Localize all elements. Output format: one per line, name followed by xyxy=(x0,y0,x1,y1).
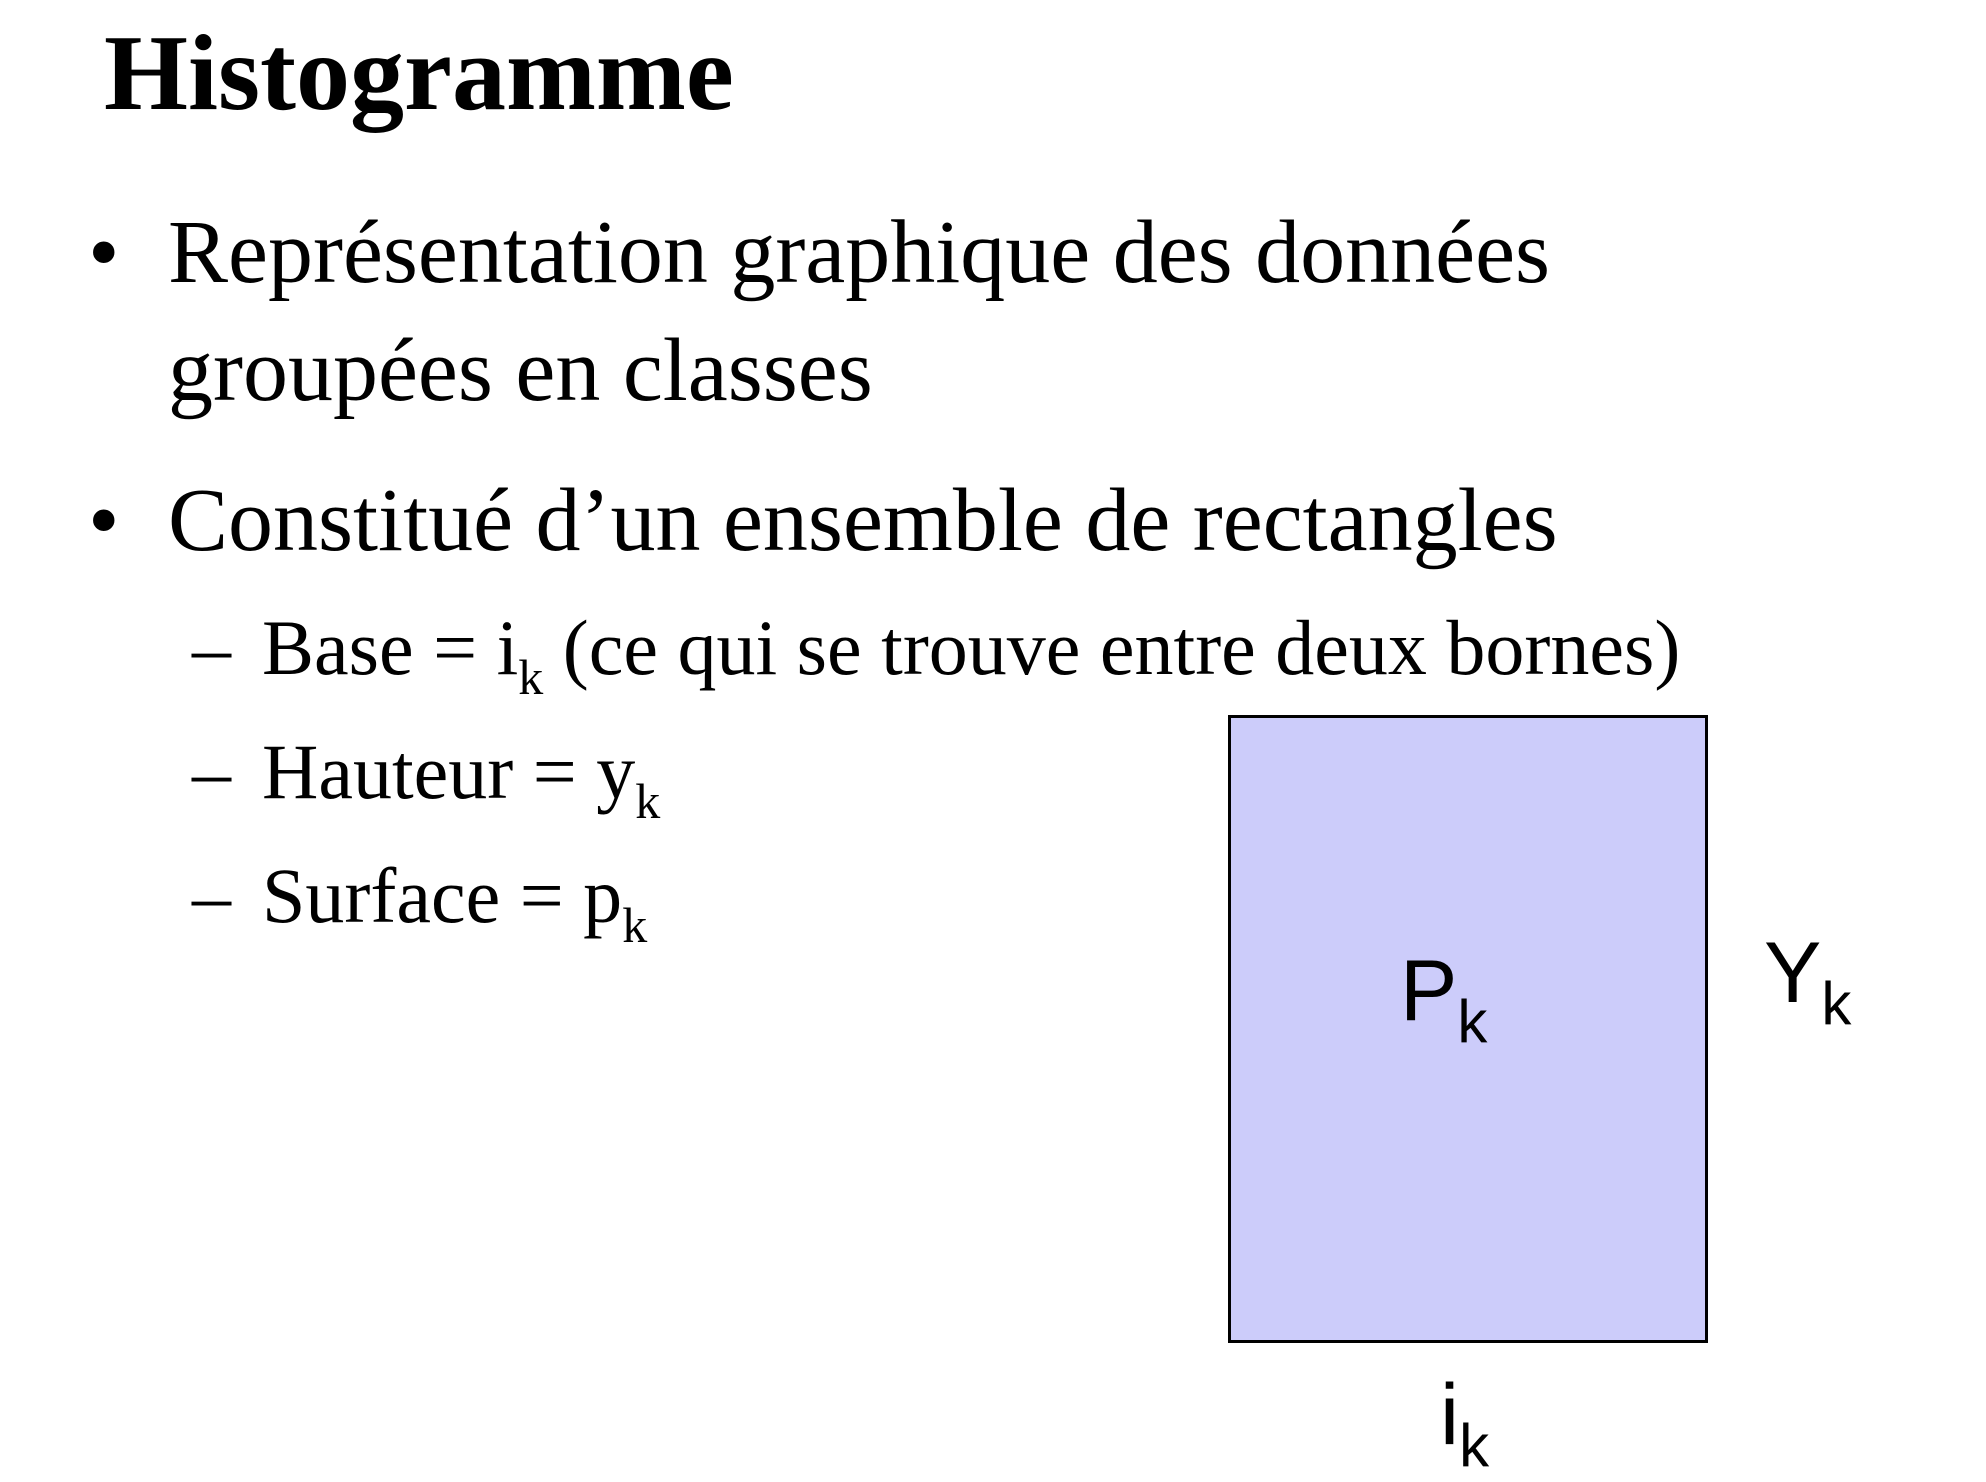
bullet-text: Constitué d’un ensemble de rectangles xyxy=(168,471,1558,570)
sub-item-label: Base = i xyxy=(262,604,519,691)
rectangle-height-label xyxy=(1764,925,1852,1037)
sub-item-label: Hauteur = y xyxy=(262,728,636,815)
bullet-text-line-1: Représentation graphique des données xyxy=(168,203,1551,302)
sub-item-hauteur xyxy=(192,722,660,831)
height-label-subscript: k xyxy=(1821,970,1852,1037)
bullet-representation xyxy=(88,194,1788,434)
bullet-dot: • xyxy=(88,471,120,570)
sub-item-dash: – xyxy=(192,604,231,691)
bullet-dot: • xyxy=(88,203,120,302)
slide-title: Histogramme xyxy=(104,14,734,133)
base-label-subscript: k xyxy=(1459,1412,1490,1479)
sub-item-surface xyxy=(192,846,647,955)
rectangle-base-label xyxy=(1440,1367,1490,1479)
sub-item-subscript: k xyxy=(622,897,648,953)
center-label-main: P xyxy=(1400,943,1458,1039)
sub-item-dash: – xyxy=(192,728,231,815)
rectangle-center-label xyxy=(1400,943,1488,1055)
sub-item-label: Surface = p xyxy=(262,852,623,939)
center-label-subscript: k xyxy=(1457,988,1488,1055)
sub-item-base xyxy=(192,598,1680,707)
height-label-main: Y xyxy=(1764,925,1822,1021)
sub-item-subscript: k xyxy=(518,649,544,705)
sub-item-suffix: (ce qui se trouve entre deux bornes) xyxy=(543,604,1681,691)
sub-item-subscript: k xyxy=(635,773,661,829)
bullet-rectangles xyxy=(88,462,1788,582)
sub-item-dash: – xyxy=(192,852,231,939)
bullet-text-line-2: groupées en classes xyxy=(168,321,873,420)
base-label-main: i xyxy=(1440,1367,1460,1463)
